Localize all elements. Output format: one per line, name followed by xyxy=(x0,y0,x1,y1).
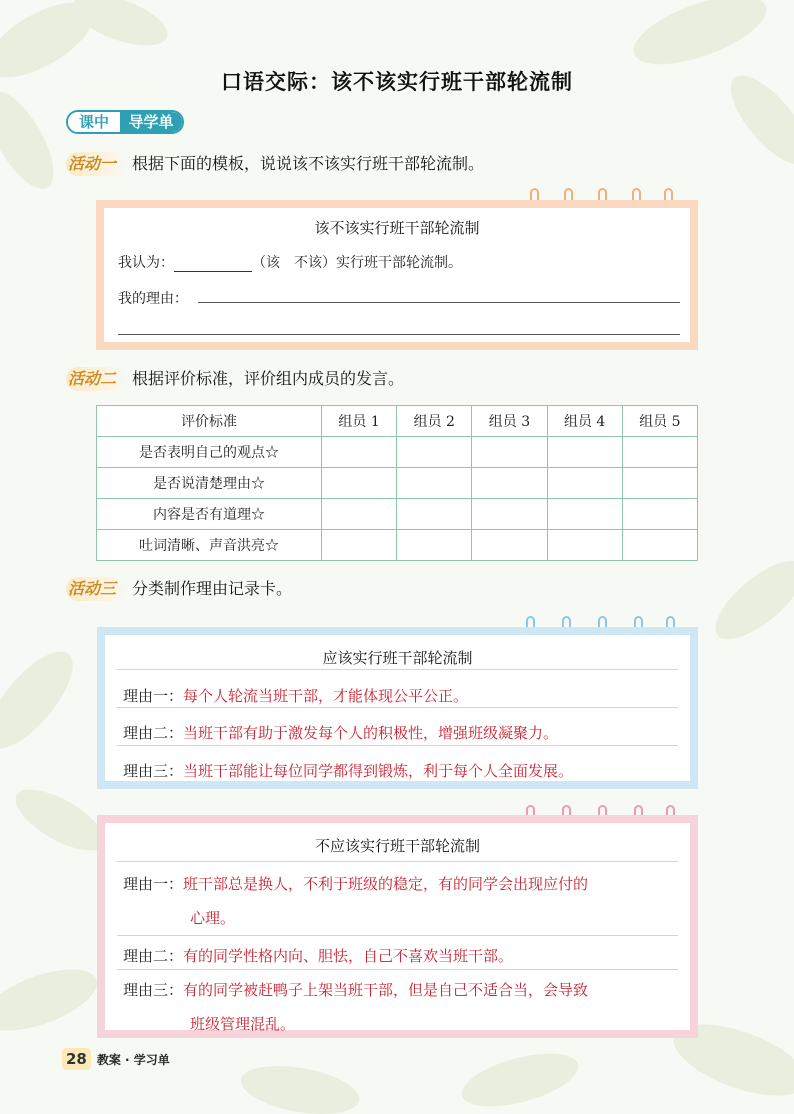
table-header: 组员 3 xyxy=(472,406,547,437)
score-cell[interactable] xyxy=(622,530,697,561)
opinion-prefix: 我认为： xyxy=(118,255,174,271)
table-header: 评价标准 xyxy=(97,406,322,437)
reason-against-3 xyxy=(123,973,588,1041)
score-cell[interactable] xyxy=(397,468,472,499)
opinion-line xyxy=(118,252,462,272)
reason-text-continued: 班级管理混乱。 xyxy=(190,1015,296,1033)
page-footer xyxy=(62,1048,170,1070)
activity1-card-title: 该不该实行班干部轮流制 xyxy=(314,219,480,237)
reason-against-1 xyxy=(123,876,588,935)
activity2-label: 活动二 xyxy=(66,367,126,391)
reason-for-3 xyxy=(123,760,573,781)
score-cell[interactable] xyxy=(622,437,697,468)
reason-for-2 xyxy=(123,722,558,743)
score-cell[interactable] xyxy=(397,499,472,530)
table-header: 组员 1 xyxy=(322,406,397,437)
reason-text: 班干部总是换人，不利于班级的稳定，有的同学会出现应付的 xyxy=(183,875,589,893)
score-cell[interactable] xyxy=(547,530,622,561)
table-header: 组员 4 xyxy=(547,406,622,437)
criterion-cell: 是否说清楚理由☆ xyxy=(97,468,322,499)
activity3-text: 分类制作理由记录卡。 xyxy=(132,579,293,598)
reason-text: 每个人轮流当班干部，才能体现公平公正。 xyxy=(183,687,469,705)
opinion-choice: （该 不该）实行班干部轮流制。 xyxy=(252,255,462,271)
reason-label: 理由二： xyxy=(123,947,184,965)
reason-blank-2[interactable] xyxy=(118,334,680,335)
activity3-label: 活动三 xyxy=(66,577,126,601)
table-row xyxy=(97,437,698,468)
reason-label: 理由三： xyxy=(123,762,184,780)
evaluation-table xyxy=(96,405,698,561)
page-number: 28 xyxy=(62,1048,91,1070)
score-cell[interactable] xyxy=(547,468,622,499)
reason-label: 理由二： xyxy=(123,724,184,742)
score-cell[interactable] xyxy=(622,468,697,499)
score-cell[interactable] xyxy=(472,437,547,468)
activity2-heading xyxy=(66,367,404,391)
page-title: 口语交际：该不该实行班干部轮流制 xyxy=(221,70,573,94)
footer-text: 教案 · 学习单 xyxy=(96,1053,170,1067)
reason-line-label xyxy=(118,288,188,308)
score-cell[interactable] xyxy=(472,468,547,499)
criterion-cell: 内容是否有道理☆ xyxy=(97,499,322,530)
reason-text-continued: 心理。 xyxy=(190,909,236,927)
reasons-against-title: 不应该实行班干部轮流制 xyxy=(314,837,480,855)
score-cell[interactable] xyxy=(322,530,397,561)
reasons-for-title: 应该实行班干部轮流制 xyxy=(322,649,473,667)
reasons-against-card xyxy=(97,815,698,1038)
criterion-cell: 吐词清晰、声音洪亮☆ xyxy=(97,530,322,561)
score-cell[interactable] xyxy=(547,499,622,530)
badge-part1: 课中 xyxy=(68,112,120,132)
activity1-template-card xyxy=(96,200,698,350)
activity1-text: 根据下面的模板，说说该不该实行班干部轮流制。 xyxy=(132,154,485,173)
activity2-text: 根据评价标准，评价组内成员的发言。 xyxy=(132,369,405,388)
activity1-label: 活动一 xyxy=(66,152,126,176)
score-cell[interactable] xyxy=(322,437,397,468)
table-row xyxy=(97,499,698,530)
table-header: 组员 2 xyxy=(397,406,472,437)
reason-label: 理由一： xyxy=(123,687,184,705)
reason-blank-1[interactable] xyxy=(198,302,680,303)
reasons-for-card xyxy=(97,627,698,789)
score-cell[interactable] xyxy=(322,499,397,530)
reason-prefix: 我的理由： xyxy=(118,291,188,307)
reason-against-2 xyxy=(123,945,513,966)
table-header: 组员 5 xyxy=(622,406,697,437)
table-header-row xyxy=(97,406,698,437)
reason-text: 有的同学性格内向、胆怯，自己不喜欢当班干部。 xyxy=(183,947,514,965)
table-row xyxy=(97,530,698,561)
score-cell[interactable] xyxy=(472,530,547,561)
reason-label: 理由三： xyxy=(123,981,184,999)
activity1-heading xyxy=(66,152,484,176)
score-cell[interactable] xyxy=(322,468,397,499)
reason-label: 理由一： xyxy=(123,875,184,893)
criterion-cell: 是否表明自己的观点☆ xyxy=(97,437,322,468)
section-badge xyxy=(66,110,184,134)
opinion-blank[interactable] xyxy=(174,255,252,272)
badge-part2: 导学单 xyxy=(120,112,182,132)
reason-text: 有的同学被赶鸭子上架当班干部，但是自己不适合当，会导致 xyxy=(183,981,589,999)
reason-text: 当班干部有助于激发每个人的积极性，增强班级凝聚力。 xyxy=(183,724,559,742)
score-cell[interactable] xyxy=(622,499,697,530)
table-row xyxy=(97,468,698,499)
score-cell[interactable] xyxy=(472,499,547,530)
score-cell[interactable] xyxy=(547,437,622,468)
score-cell[interactable] xyxy=(397,437,472,468)
score-cell[interactable] xyxy=(397,530,472,561)
reason-for-1 xyxy=(123,685,468,706)
reason-text: 当班干部能让每位同学都得到锻炼，利于每个人全面发展。 xyxy=(183,762,574,780)
activity3-heading xyxy=(66,577,292,601)
